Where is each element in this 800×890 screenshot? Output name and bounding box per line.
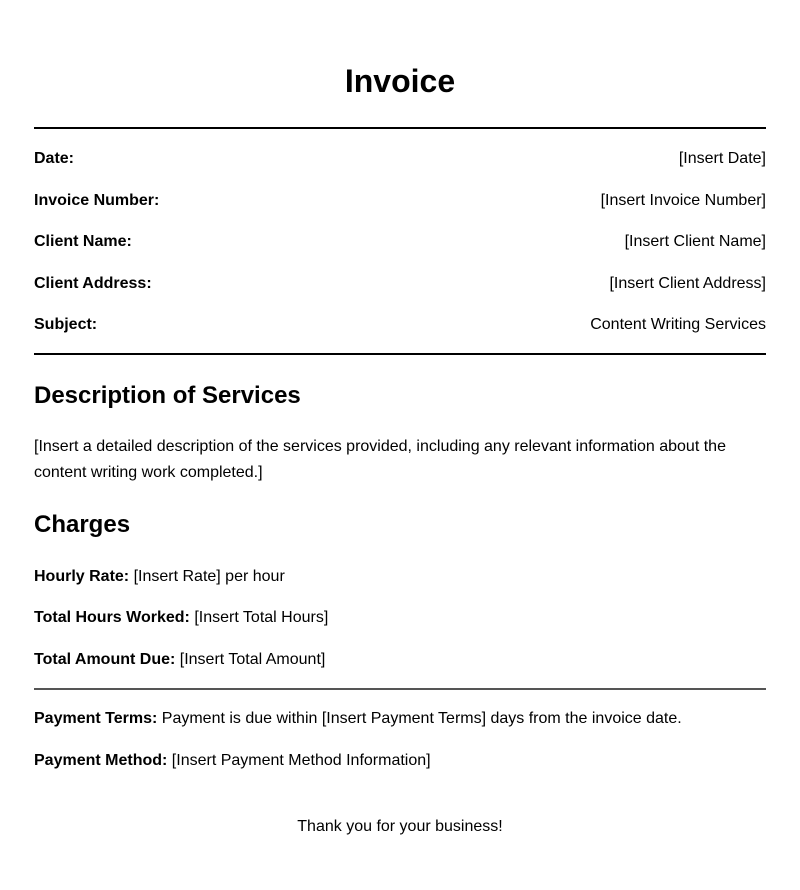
subject-label: Subject: <box>34 316 98 333</box>
payment-method-line <box>34 751 431 771</box>
meta-row-subject <box>34 315 766 335</box>
charges-heading: Charges <box>34 511 131 538</box>
header-divider <box>34 127 766 129</box>
meta-divider <box>34 353 766 355</box>
date-value: [Insert Date] <box>678 150 766 167</box>
hourly-rate-line <box>34 567 285 587</box>
total-amount-label: Total Amount Due: <box>34 651 176 668</box>
meta-row-date <box>34 149 766 169</box>
total-amount-value: [Insert Total Amount] <box>179 651 326 668</box>
description-heading: Description of Services <box>34 382 301 409</box>
meta-row-invoice-number <box>34 191 766 211</box>
total-hours-label: Total Hours Worked: <box>34 609 190 626</box>
meta-row-client-address <box>34 274 766 294</box>
invoice-number-value: [Insert Invoice Number] <box>600 192 766 209</box>
client-address-value: [Insert Client Address] <box>609 275 766 292</box>
subject-value: Content Writing Services <box>590 316 766 333</box>
hourly-rate-label: Hourly Rate: <box>34 568 130 585</box>
payment-terms-value: Payment is due within [Insert Payment Terms] days from the invoice date. <box>161 710 682 727</box>
client-name-label: Client Name: <box>34 233 132 250</box>
invoice-number-label: Invoice Number: <box>34 192 160 209</box>
thank-you-message: Thank you for your business! <box>297 818 503 835</box>
payment-method-label: Payment Method: <box>34 752 168 769</box>
total-hours-value: [Insert Total Hours] <box>194 609 329 626</box>
description-text: [Insert a detailed description of the services provided, including any relevant information about the content writing work completed.] <box>34 438 726 481</box>
payment-method-value: [Insert Payment Method Information] <box>171 752 431 769</box>
payment-terms-line <box>34 709 682 729</box>
total-amount-line <box>34 650 325 670</box>
client-name-value: [Insert Client Name] <box>624 233 766 250</box>
charges-divider <box>34 688 766 690</box>
meta-row-client-name <box>34 232 766 252</box>
hourly-rate-value: [Insert Rate] per hour <box>133 568 285 585</box>
client-address-label: Client Address: <box>34 275 152 292</box>
date-label: Date: <box>34 150 75 167</box>
payment-terms-label: Payment Terms: <box>34 710 158 727</box>
total-hours-line <box>34 608 328 628</box>
invoice-title: Invoice <box>344 63 456 99</box>
